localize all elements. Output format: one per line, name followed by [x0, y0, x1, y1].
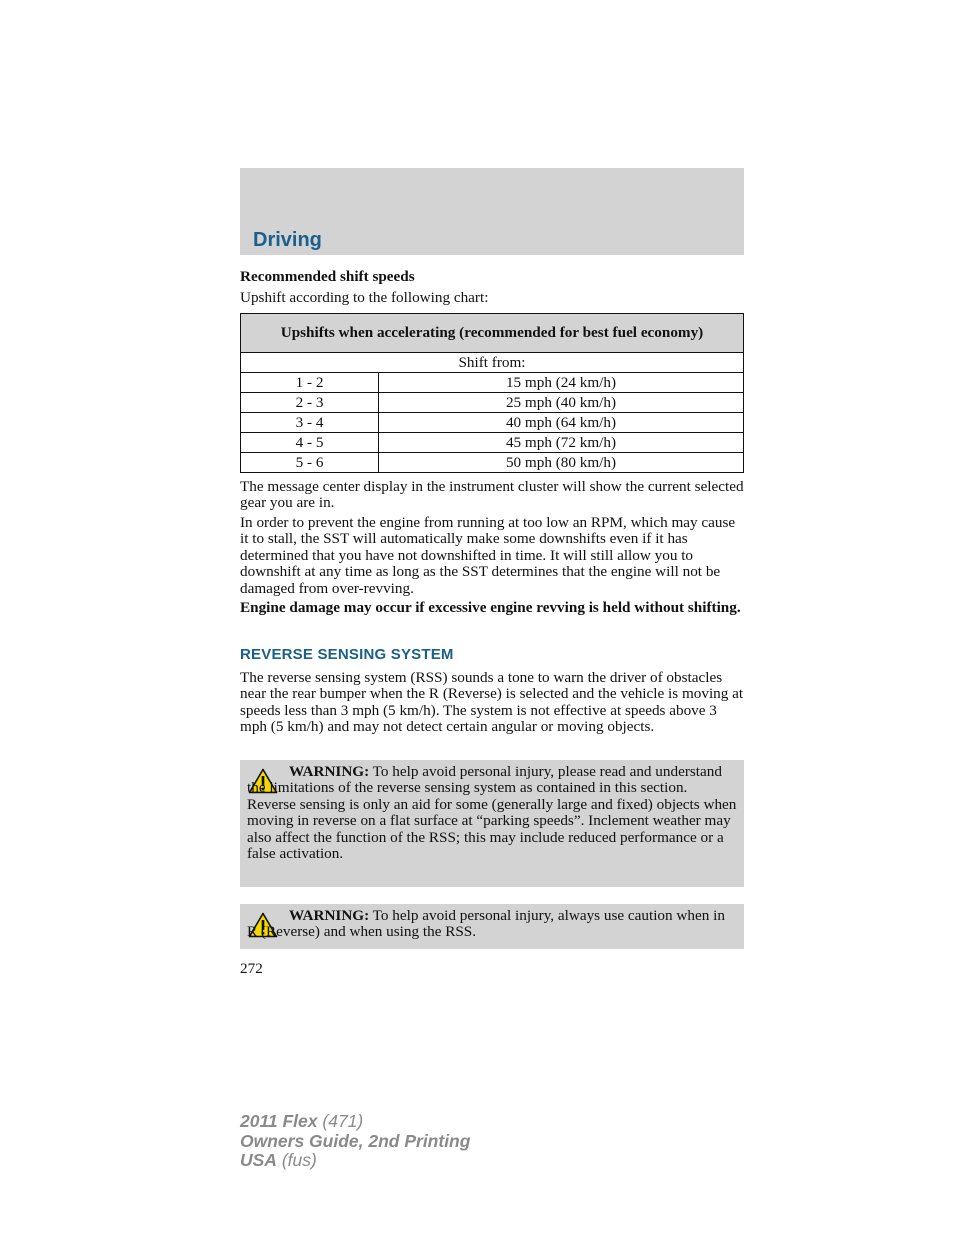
- page-number: 272: [240, 960, 263, 977]
- footer-line-region: USA (fus): [240, 1150, 317, 1170]
- warning-body: To help avoid personal injury, please read and understand the limitations of the reverse sensing system as contained in this section. Reverse sensing is only an aid for some (generally large and fixed) objects when moving in reverse on a flat surface at “parking speeds”. Inclement weather may also affect the function of the RSS; this may include reduced performance or a false activation.: [247, 763, 737, 863]
- table-row: [241, 433, 744, 453]
- table-row: [241, 413, 744, 433]
- reverse-sensing-heading: REVERSE SENSING SYSTEM: [240, 646, 454, 663]
- reverse-sensing-paragraph: The reverse sensing system (RSS) sounds a tone to warn the driver of obstacles near the rear bumper when the R (Reverse) is selected and the vehicle is moving at speeds less than 3 mph (5 km/h). The system is not effective at speeds above 3 mph (5 km/h) and may not detect certain angular or moving objects.: [240, 669, 744, 736]
- warning-label: WARNING:: [289, 907, 370, 924]
- warning-box: [240, 760, 744, 887]
- document-footer: [240, 1112, 470, 1171]
- shift-speeds-intro: Upshift according to the following chart:: [240, 289, 489, 306]
- speed-cell: 45 mph (72 km/h): [379, 433, 744, 453]
- warning-body: To help avoid personal injury, always use caution when in R (Reverse) and when using the RSS.: [247, 907, 725, 941]
- footer-line-guide: Owners Guide, 2nd Printing: [240, 1130, 471, 1151]
- section-title: Driving: [253, 229, 322, 251]
- gear-cell: 3 - 4: [241, 413, 379, 433]
- table-subheader: Shift from:: [241, 353, 744, 373]
- downshift-paragraph: In order to prevent the engine from running at too low an RPM, which may cause it to stall, the SST will automatically make some downshifts even if it has determined that you have not downshifted in time. It will still allow you to downshift at any time as long as the SST determines that the engine will not be damaged from over-revving.: [240, 514, 736, 597]
- warning-text: [247, 908, 737, 941]
- table-row: [241, 393, 744, 413]
- warning-text: [247, 764, 737, 862]
- table-row: [241, 373, 744, 393]
- gear-cell: 4 - 5: [241, 433, 379, 453]
- speed-cell: 50 mph (80 km/h): [379, 453, 744, 473]
- table-row: [241, 453, 744, 473]
- footer-line-model: 2011 Flex (471): [240, 1111, 364, 1131]
- shift-speeds-heading: Recommended shift speeds: [240, 268, 415, 285]
- speed-cell: 15 mph (24 km/h): [379, 373, 744, 393]
- warning-box: [240, 904, 744, 949]
- shift-speed-table: [240, 313, 744, 473]
- speed-cell: 40 mph (64 km/h): [379, 413, 744, 433]
- message-center-paragraph: The message center display in the instrument cluster will show the current selected gear you are in.: [240, 478, 744, 512]
- gear-cell: 2 - 3: [241, 393, 379, 413]
- gear-cell: 1 - 2: [241, 373, 379, 393]
- warning-label: WARNING:: [289, 763, 370, 780]
- speed-cell: 25 mph (40 km/h): [379, 393, 744, 413]
- engine-damage-caution: Engine damage may occur if excessive engine revving is held without shifting.: [240, 599, 741, 616]
- gear-cell: 5 - 6: [241, 453, 379, 473]
- table-caption: Upshifts when accelerating (recommended for best fuel economy): [241, 314, 744, 353]
